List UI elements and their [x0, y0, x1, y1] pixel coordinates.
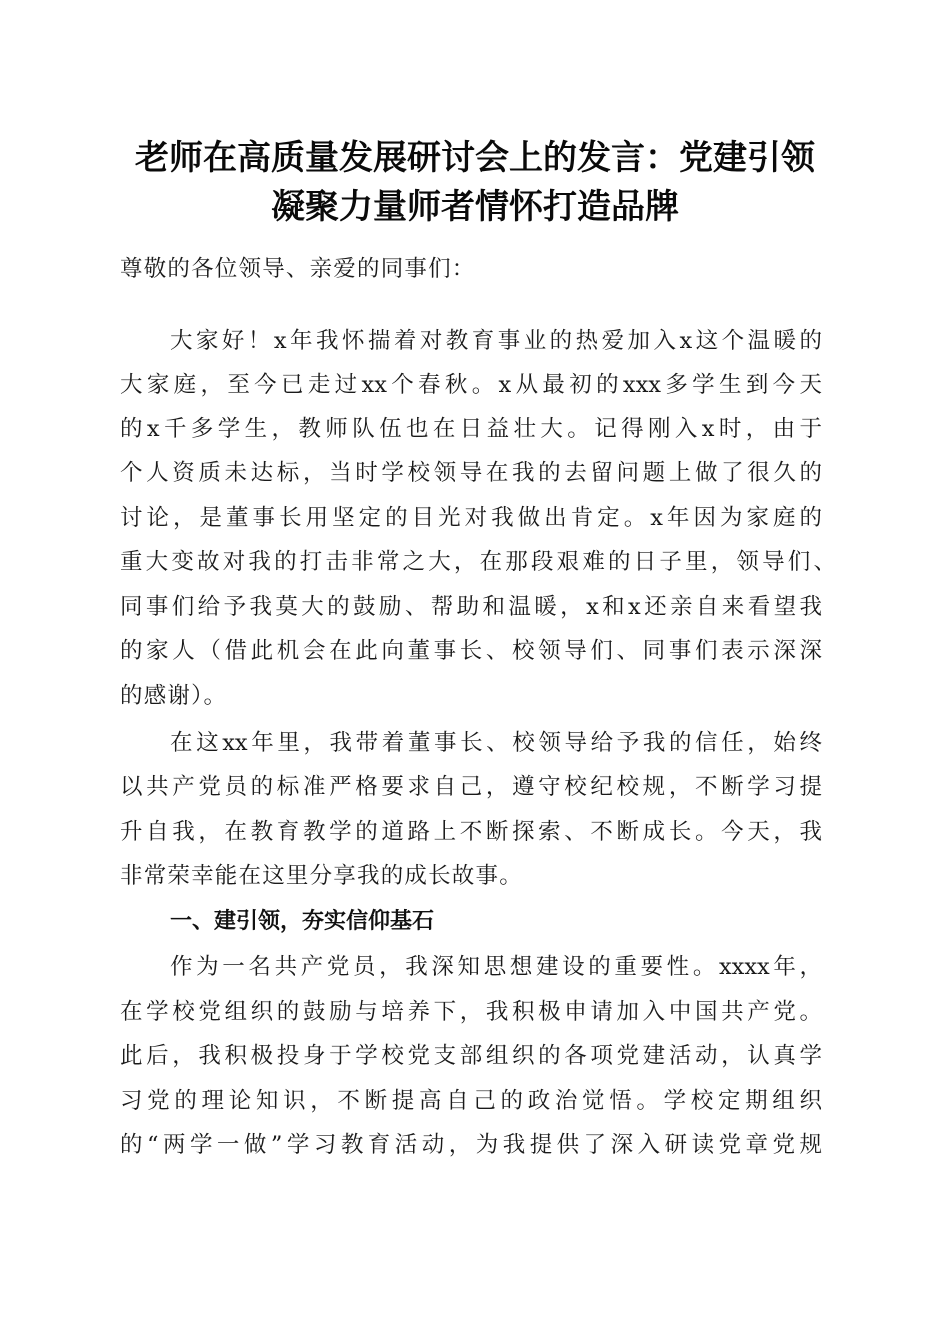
paragraph-2-line: 以共产党员的标准严格要求自己，遵守校纪校规，不断学习提: [120, 774, 822, 800]
paragraph-1-line: 的感谢）。: [120, 683, 228, 709]
paragraph-1-line: 重大变故对我的打击非常之大，在那段艰难的日子里，领导们、: [120, 549, 836, 575]
paragraph-2-line: 升自我，在教育教学的道路上不断探索、不断成长。今天，我: [120, 819, 822, 845]
paragraph-3-line: 习党的理论知识，不断提高自己的政治觉悟。学校定期组织: [120, 1088, 822, 1114]
paragraph-1-line: 讨论，是董事长用坚定的目光对我做出肯定。x年因为家庭的: [120, 505, 822, 531]
paragraph-3-line: 在学校党组织的鼓励与培养下，我积极申请加入中国共产党。: [120, 999, 822, 1025]
paragraph-3-line: 此后，我积极投身于学校党支部组织的各项党建活动，认真学: [120, 1043, 822, 1069]
document-title-line-1: 老师在高质量发展研讨会上的发言：党建引领: [135, 138, 815, 178]
document-title-line-2: 凝聚力量师者情怀打造品牌: [271, 187, 679, 227]
section-1-heading: 一、建引领，夯实信仰基石: [170, 909, 435, 934]
salutation: 尊敬的各位领导、亲爱的同事们：: [120, 256, 476, 282]
paragraph-1-line: 同事们给予我莫大的鼓励、帮助和温暖，x和x还亲自来看望我: [120, 594, 822, 620]
paragraph-1-line: 大家庭，至今已走过xx个春秋。x从最初的xxx多学生到今天: [120, 372, 822, 398]
paragraph-3-line: 的“两学一做”学习教育活动，为我提供了深入研读党章党规: [120, 1132, 822, 1158]
paragraph-2-line: 非常荣幸能在这里分享我的成长故事。: [120, 863, 523, 889]
paragraph-2-line: 在这xx年里，我带着董事长、校领导给予我的信任，始终: [170, 730, 822, 756]
paragraph-1-line: 的家人（借此机会在此向董事长、校领导们、同事们表示深深: [120, 638, 822, 664]
paragraph-1-line: 的x千多学生，教师队伍也在日益壮大。记得刚入x时，由于: [120, 416, 822, 442]
paragraph-1-line: 个人资质未达标，当时学校领导在我的去留问题上做了很久的: [120, 460, 822, 486]
paragraph-1-line: 大家好！x年我怀揣着对教育事业的热爱加入x这个温暖的: [170, 328, 822, 354]
paragraph-3-line: 作为一名共产党员，我深知思想建设的重要性。xxxx年，: [170, 954, 822, 980]
